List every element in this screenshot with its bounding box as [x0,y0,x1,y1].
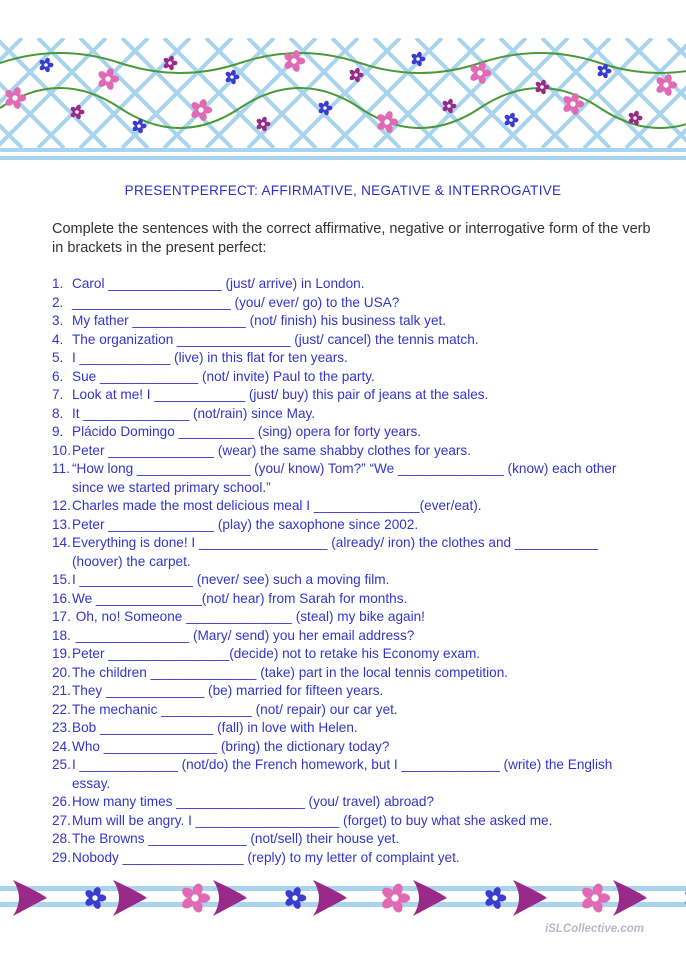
item-number: 5. [52,350,64,365]
tulip-icon [413,880,447,916]
exercise-item [52,405,672,424]
exercise-item [52,627,672,646]
item-number: 29. [52,849,71,865]
item-number: 3. [52,313,64,328]
flower-icon [12,95,17,100]
item-sentence: Plácido Domingo __________ (sing) opera for forty years. [72,424,422,439]
item-sentence: How many times _________________ (you/ travel) abroad? [72,794,434,809]
watermark-logo: iSLCollective.com [544,923,644,935]
item-number: 26. [52,794,71,809]
item-number: 19. [52,646,71,661]
flower-icon [602,69,606,73]
item-number: 17. [52,609,71,624]
exercise-item [52,590,672,609]
item-sentence: Look at me! I ____________ (just/ buy) this pair of jeans at the sales. [72,387,489,402]
exercise-item [52,423,672,442]
item-number: 8. [52,405,64,421]
item-sentence: They _____________ (be) married for fifteen years. [72,683,384,698]
item-sentence: Everything is done! I _________________ (already/ iron) the clothes and ___________ [72,535,599,550]
item-sentence: The Browns _____________ (not/sell) their house yet. [72,831,400,846]
flower-icon [44,63,48,67]
item-number: 9. [52,424,64,439]
item-sentence: Oh, no! Someone ______________ (steal) my bike again! [72,609,425,624]
exercise-item [52,368,672,387]
exercise-item [52,497,672,516]
flower-icon [416,57,420,61]
flower-icon [291,58,296,63]
item-sentence-continuation: since we started primary school.” [72,479,271,495]
flower-icon [570,101,575,106]
exercise-item [52,756,672,775]
tulip-icon [313,880,347,916]
flower-icon [492,895,497,900]
exercise-item [52,386,672,405]
instructions: Complete the sentences with the correct affirmative, negative or interrogative form of the verb in brackets in the present perfect: [52,221,651,256]
flower-icon [509,118,513,122]
flower-icon [540,85,544,89]
item-number: 10. [52,442,71,458]
exercise-list [52,275,672,867]
item-sentence: Who _______________ (bring) the dictionary today? [72,738,390,754]
item-sentence: Mum will be angry. I ___________________ (forget) to buy what she asked me. [72,812,553,828]
item-sentence: Charles made the most delicious meal I ______________(ever/eat). [72,498,482,513]
flower-icon [591,894,598,901]
exercise-item [52,534,672,553]
item-number: 24. [52,738,71,754]
tulip-icon [513,880,547,916]
flower-icon [384,119,389,124]
item-number: 1. [52,276,64,291]
item-number: 25. [52,757,71,772]
flower-icon [477,70,482,75]
exercise-item [52,701,672,720]
exercise-item [52,793,672,812]
item-number: 2. [52,294,64,310]
item-sentence: I _____________ (not/do) the French homework, but I _____________ (write) the English [72,757,613,772]
item-number: 13. [52,516,71,532]
exercise-item [52,312,672,331]
exercise-item [52,349,672,368]
item-sentence-continuation: essay. [72,775,111,791]
item-sentence: It ______________ (not/rain) since May. [72,405,316,421]
item-number: 16. [52,590,71,606]
worksheet-title: PRESENTPERFECT: AFFIRMATIVE, NEGATIVE & INTERROGATIVE [124,183,562,198]
item-sentence: The mechanic ____________ (not/ repair) our car yet. [72,701,398,717]
exercise-item [52,331,672,350]
exercise-item [52,460,672,479]
exercise-item [52,830,672,849]
exercise-item [52,664,672,683]
flower-icon [105,76,110,81]
flower-icon [191,894,198,901]
item-sentence: My father _______________ (not/ finish) his business talk yet. [72,313,447,328]
item-sentence: The organization _______________ (just/ cancel) the tennis match. [72,331,479,347]
flower-icon [137,124,141,128]
exercise-item [52,516,672,535]
item-number: 14. [52,535,71,550]
flower-icon [447,104,451,108]
item-number: 21. [52,683,71,698]
item-number: 7. [52,387,64,402]
item-sentence-continuation: (hoover) the carpet. [72,553,191,569]
flower-icon [261,122,265,126]
item-sentence: Bob _______________ (fall) in love with Helen. [72,720,358,735]
item-number: 6. [52,368,64,384]
exercise-item [52,442,672,461]
exercise-item [52,738,672,757]
flower-icon [230,75,234,79]
item-number: 28. [52,831,71,846]
item-number: 22. [52,701,71,717]
item-number: 4. [52,331,64,347]
exercise-item [52,275,672,294]
flower-icon [92,895,97,900]
item-number: 12. [52,498,71,513]
item-number: 23. [52,720,71,735]
item-number: 18. [52,627,71,643]
tulip-icon [613,880,647,916]
item-sentence: We ______________(not/ hear) from Sarah for months. [72,590,408,606]
item-sentence: I ____________ (live) in this flat for ten years. [72,350,348,365]
item-sentence: Sue _____________ (not/ invite) Paul to the party. [72,368,375,384]
item-sentence: “How long _______________ (you/ know) Tom?” “We ______________ (know) each other [72,461,617,476]
item-sentence: The children ______________ (take) part in the local tennis competition. [72,664,509,680]
exercise-item [52,294,672,313]
flower-icon [75,110,79,114]
flower-icon [198,107,203,112]
tulip-icon [213,880,247,916]
item-number: 11. [52,461,70,476]
exercise-item [52,608,672,627]
item-sentence: Nobody ________________ (reply) to my letter of complaint yet. [72,849,460,865]
floral-footer-decoration [0,872,686,924]
tulip-icon [13,880,47,916]
floral-lattice-header-decoration [0,38,686,164]
exercise-item [52,849,672,868]
item-sentence: Peter ________________(decide) not to retake his Economy exam. [72,646,481,661]
item-number: 27. [52,812,71,828]
exercise-item [52,645,672,664]
exercise-item [52,571,672,590]
item-number: 20. [52,664,71,680]
flower-icon [391,894,398,901]
item-sentence: Carol _______________ (just/ arrive) in London. [72,276,365,291]
flower-icon [292,895,297,900]
exercise-item [52,682,672,701]
item-sentence: Peter ______________ (play) the saxophone since 2002. [72,516,419,532]
item-sentence: _____________________ (you/ ever/ go) to the USA? [72,294,400,310]
tulip-icon [113,880,147,916]
flower-icon [633,116,637,120]
item-sentence: Peter ______________ (wear) the same shabby clothes for years. [72,442,471,458]
item-sentence: I _______________ (never/ see) such a moving film. [72,572,390,587]
item-sentence: _______________ (Mary/ send) you her email address? [72,627,415,643]
exercise-item [52,812,672,831]
flower-icon [323,106,327,110]
flower-icon [354,73,358,77]
flower-icon [168,61,172,65]
flower-icon [663,82,668,87]
exercise-item [52,719,672,738]
item-number: 15. [52,572,71,587]
